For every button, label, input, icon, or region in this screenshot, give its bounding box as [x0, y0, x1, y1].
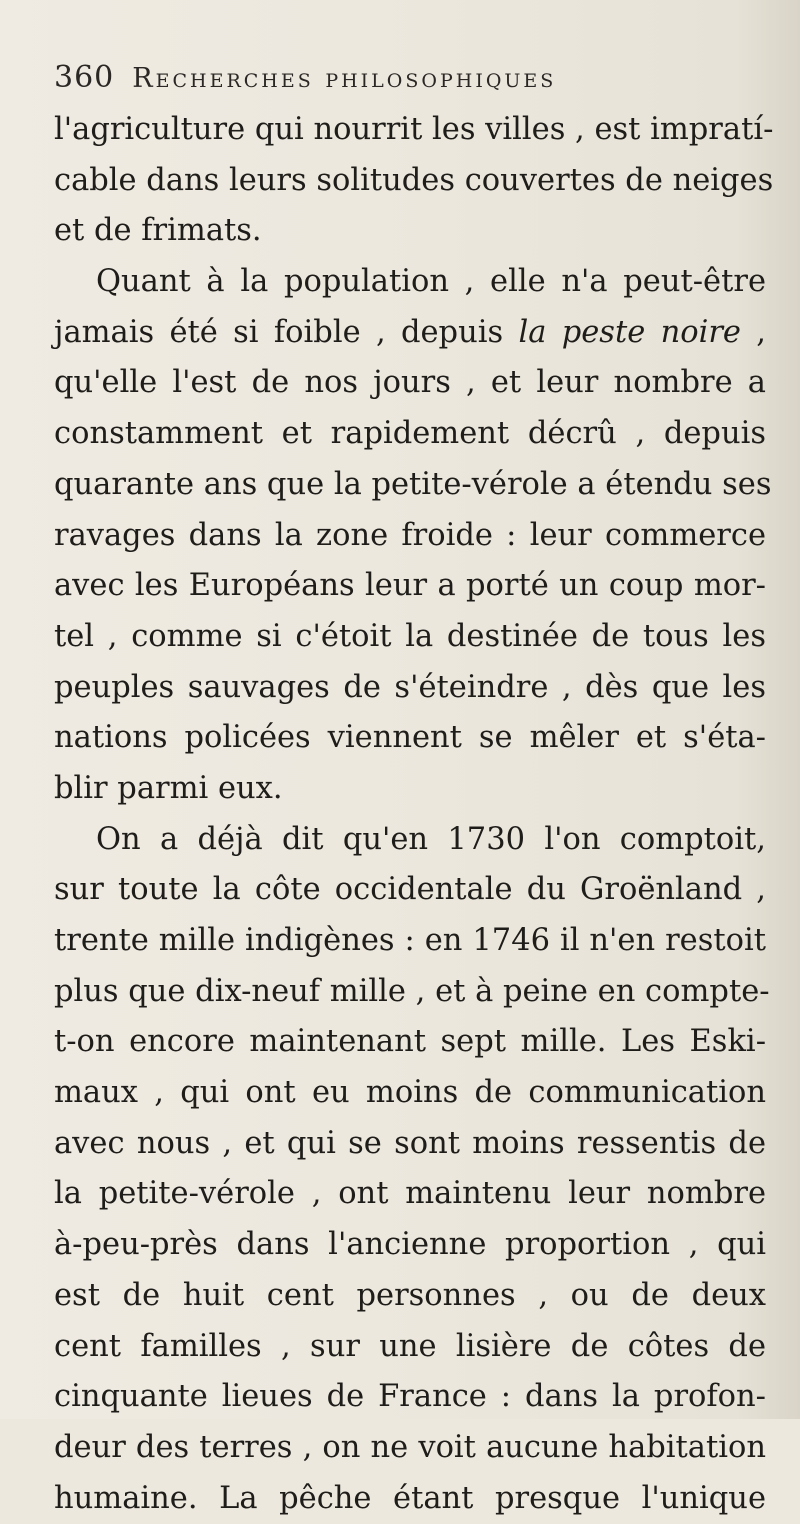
text-line: cable dans leurs solitudes couvertes de neiges [54, 162, 774, 198]
text-line: nations policées viennent se mêler et s'éta- [54, 720, 766, 756]
text-line: la petite-vérole , ont maintenu leur nombre [54, 1176, 766, 1212]
text-line: peuples sauvages de s'éteindre , dès que les [54, 669, 766, 705]
italic-phrase: la peste noire [518, 314, 741, 350]
page-number: 360 [54, 60, 115, 95]
text-line: plus que dix-neuf mille , et à peine en compte- [54, 973, 770, 1009]
body-text [54, 105, 774, 1524]
text-line [54, 308, 766, 359]
text-line: Quant à la population , elle n'a peut-être [96, 264, 766, 300]
text-line: qu'elle l'est de nos jours , et leur nombre a [54, 365, 766, 401]
text-line: à-peu-près dans l'ancienne proportion , qui [54, 1227, 766, 1263]
text-line: cinquante lieues de France : dans la profon- [54, 1379, 766, 1415]
running-head [54, 58, 764, 99]
text-segment: , [740, 314, 766, 350]
text-line: sur toute la côte occidentale du Groënland , [54, 872, 766, 908]
text-line: quarante ans que la petite-vérole a étendu ses [54, 466, 772, 502]
text-line: avec les Européans leur a porté un coup mor- [54, 568, 766, 604]
text-line: deur des terres , on ne voit aucune habitation [54, 1429, 766, 1465]
text-line: On a déjà dit qu'en 1730 l'on comptoit, [96, 821, 766, 857]
text-line: humaine. La pêche étant presque l'unique [54, 1480, 766, 1516]
text-line: tel , comme si c'étoit la destinée de tous les [54, 618, 766, 654]
text-line: avec nous , et qui se sont moins ressentis de [54, 1125, 766, 1161]
text-line: constamment et rapidement décrû , depuis [54, 416, 766, 452]
text-line: est de huit cent personnes , ou de deux [54, 1277, 766, 1313]
running-title: Recherches philosophiques [132, 63, 557, 94]
text-line: t-on encore maintenant sept mille. Les Eski- [54, 1024, 766, 1060]
text-line: l'agriculture qui nourrit les villes , est impratí- [54, 112, 774, 147]
text-line: cent familles , sur une lisière de côtes de [54, 1328, 766, 1364]
text-line: trente mille indigènes : en 1746 il n'en restoit [54, 923, 766, 958]
text-segment: jamais été si foible , depuis [54, 314, 504, 350]
text-line: maux , qui ont eu moins de communication [54, 1075, 766, 1111]
text-line: ravages dans la zone froide : leur commerce [54, 517, 766, 553]
text-line: et de frimats. [54, 213, 262, 249]
text-line: blir parmi eux. [54, 770, 283, 806]
